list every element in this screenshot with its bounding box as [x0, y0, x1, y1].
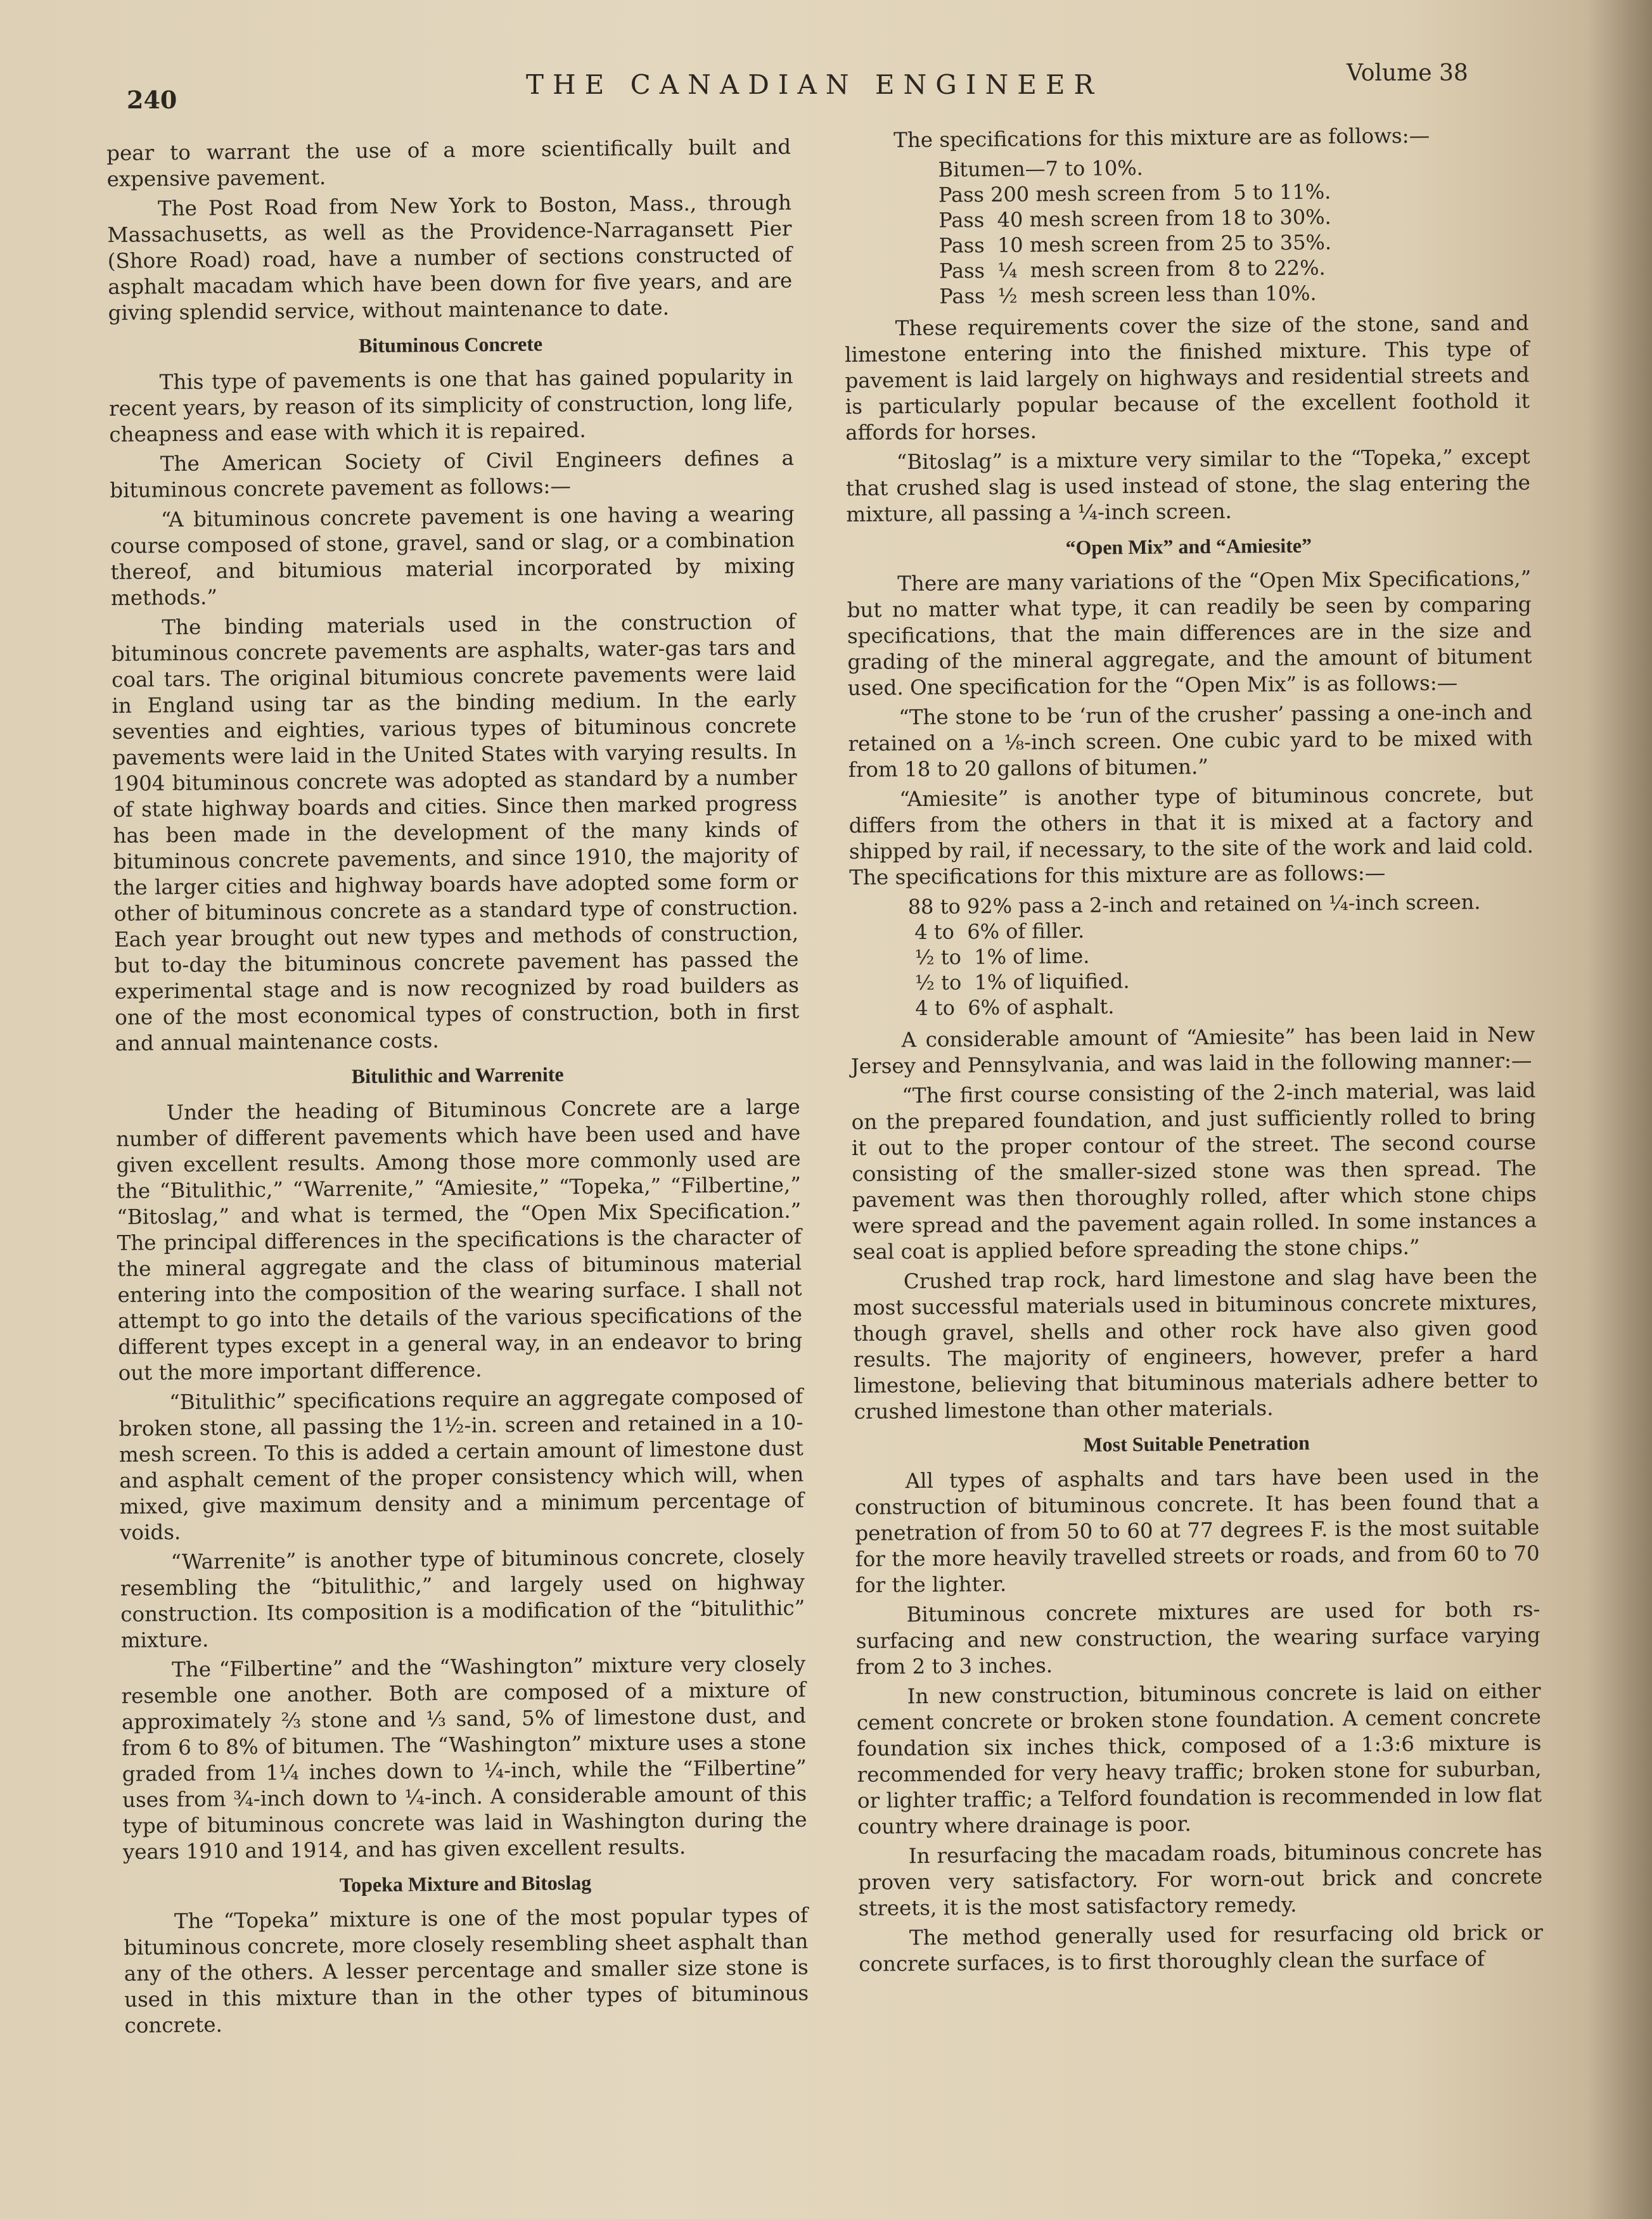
topeka-spec-list	[938, 152, 1528, 309]
paragraph: Under the heading of Bituminous Concrete are a large number of different pavements which have been used and have given excellent results. Among those more commonly used are the “Bitulithic,” “Warrenite,” “Amiesite,” “Topeka,” “Filbertine,” “Bitoslag,” and what is termed, the “Open Mix Specification.” The principal differences in the specifications is the character of the mineral aggregate and the class of bituminous material entering into the composition of the wearing surface. I shall not attempt to go into the details of the various specifications of the different types except in a general way, in an endeavor to bring out the more important difference.	[115, 1094, 803, 1385]
paragraph: The “Topeka” mixture is one of the most popular types of bituminous concrete, more closely resembling sheet asphalt than any of the others. A lesser percentage and smaller size stone is used in this mixture than in the other types of bituminous concrete.	[124, 1903, 809, 2038]
paragraph: The American Society of Civil Engineers defines a bituminous concrete pavement as follows:—	[110, 445, 795, 502]
paragraph: The “Filbertine” and the “Washington” mixture very closely resemble one another. Both are composed of a mixture of approximately ⅔ stone and ⅓ sand, 5% of limestone dust, and from 6 to 8% of bitumen. The “Washington” mixture uses a stone graded from 1¼ inches down to ¼-inch, while the “Filbertine” uses from ¾-inch down to ¼-inch. A considerable amount of this type of bituminous concrete was laid in Washington during the years 1910 and 1914, and has given excellent results.	[121, 1651, 807, 1864]
section-heading: “Open Mix” and “Amiesite”	[1065, 534, 1312, 559]
page-number: 240	[127, 86, 177, 114]
quotation: “The first course consisting of the 2-inch material, was laid on the prepared foundation, and just sufficiently rolled to bring it out to the proper contour of the street. The second course consisting of the smaller-sized stone was then spread. The pavement was then thoroughly rolled, after which stone chips were spread and the pavement again rolled. In some instances a seal coat is applied before spreading the stone chips.”	[851, 1078, 1537, 1264]
spec-line: Pass ¼ mesh screen from 8 to 22%.	[938, 255, 1326, 283]
spec-line: ½ to 1% of liquified.	[908, 969, 1130, 995]
paragraph: The Post Road from New York to Boston, Mass., through Massachusetts, as well as the Providence-Narragansett Pier (Shore Road) road, have a number of sections constructed of asphalt macadam which have been down for five years, and are giving splendid service, without maintenance to date.	[107, 190, 793, 325]
paragraph: The binding materials used in the construction of bituminous concrete pavements are asphalts, water-gas tars and coal tars. The original bitumious concrete pavements were laid in England using tar as the binding medium. In the early seventies and eighties, various types of bituminous concrete pavements were laid in the United States with varying results. In 1904 bituminous concrete was adopted as standard by a number of state highway boards and cities. Since then marked progress has been made in the development of the many kinds of bituminous concrete pavements, and since 1910, the majority of the larger cities and highway boards have adopted some form or other of bituminous concrete as a standard type of construction. Each year brought out new types and methods of construction, but to-day the bituminous concrete pavement has passed the experimental stage and is now recognized by road builders as one of the most economical types of construction, both in first and annual maintenance costs.	[111, 609, 800, 1056]
section-heading: Most Suitable Penetration	[1083, 1431, 1310, 1456]
spec-line: ½ to 1% of lime.	[908, 943, 1090, 970]
volume-label: Volume 38	[1347, 60, 1468, 86]
spec-line: Bitumen—7 to 10%.	[938, 155, 1143, 182]
paragraph: These requirements cover the size of the stone, sand and limestone entering into the finished mixture. This type of pavement is laid largely on highways and residential streets and is particularly popular because of the excellent foothold it affords for horses.	[844, 310, 1530, 445]
paragraph: A considerable amount of “Amiesite” has been laid in New Jersey and Pennsylvania, and was laid in the following manner:—	[850, 1022, 1535, 1078]
paragraph: “Warrenite” is another type of bituminous concrete, closely resembling the “bitulithic,” and largely used on highway construction. Its composition is a modification of the “bitulithic” mixture.	[120, 1544, 805, 1653]
spec-line: Pass 10 mesh screen from 25 to 35%.	[938, 230, 1332, 258]
quotation: “A bituminous concrete pavement is one having a wearing course composed of stone, gravel, sand or slag, or a combination thereof, and bitumious material incorporated by mixing methods.”	[110, 501, 795, 610]
left-column	[106, 134, 809, 2043]
spec-line: 4 to 6% of filler.	[907, 918, 1085, 945]
section-heading: Topeka Mixture and Bitoslag	[339, 1870, 592, 1896]
quotation: “The stone to be ‘run of the crusher’ passing a one-inch and retained on a ⅛-inch screen. One cubic yard to be mixed with from 18 to 20 gallons of bitumen.”	[848, 700, 1533, 782]
spec-line: Pass 40 mesh screen from 18 to 30%.	[938, 205, 1331, 233]
paragraph: There are many variations of the “Open Mix Specifications,” but no matter what type, it can readily be seen by comparing specifications, that the main differences are in the size and grading of the mineral aggregate, and the amount of bitument used. One specification for the “Open Mix” is as follows:—	[847, 566, 1532, 700]
amiesite-spec-list	[908, 889, 1535, 1021]
paragraph: In resurfacing the macadam roads, bituminous concrete has proven very satisfactory. For worn-out brick and concrete streets, it is the most satisfactory remedy.	[857, 1838, 1543, 1921]
paragraph: In new construction, bituminous concrete is laid on either cement concrete or broken stone foundation. A cement concrete foundation six inches thick, composed of a 1:3:6 mixture is recommended for very heavy traffic; broken stone for suburban, or lighter traffic; a Telford foundation is recommended in low flat country where drainage is poor.	[856, 1679, 1542, 1839]
page-header	[0, 60, 1652, 117]
paragraph: “Amiesite” is another type of bituminous concrete, but differs from the others in that it is mixed at a factory and shipped by rail, if necessary, to the site of the work and laid cold. The specifications for this mixture are as follows:—	[848, 781, 1534, 890]
paragraph: All types of asphalts and tars have been used in the construction of bituminous concrete. It has been found that a penetration of from 50 to 60 at 77 degrees F. is the most suitable for the more heavily travelled streets or roads, and from 60 to 70 for the lighter.	[854, 1463, 1540, 1597]
section-heading: Bitulithic and Warrenite	[351, 1063, 564, 1088]
paragraph: The method generally used for resurfacing old brick or concrete surfaces, is to first thoroughly clean the surface of	[859, 1920, 1544, 1976]
paragraph: pear to warrant the use of a more scientifically built and expensive pavement.	[106, 134, 791, 191]
paragraph: Bituminous concrete mixtures are used for both rs-surfacing and new construction, the wearing surface varying from 2 to 3 inches.	[855, 1597, 1540, 1679]
spec-line: 88 to 92% pass a 2-inch and retained on ¼-inch screen.	[907, 890, 1481, 919]
spec-line: Pass ½ mesh screen less than 10%.	[939, 281, 1317, 309]
spec-line: 4 to 6% of asphalt.	[908, 994, 1115, 1021]
paragraph: “Bitulithic” specifications require an aggregate composed of broken stone, all passing the 1½-in. screen and retained in a 10-mesh screen. To this is added a certain amount of limestone dust and asphalt cement of the proper consistency which will, when mixed, give maximum density and a minimum percentage of voids.	[118, 1384, 804, 1545]
right-column	[843, 122, 1543, 1981]
journal-title: THE CANADIAN ENGINEER	[526, 69, 1103, 100]
paragraph: This type of pavements is one that has gained popularity in recent years, by reason of its simplicity of construction, long life, cheapness and ease with which it is repaired.	[108, 364, 794, 447]
spec-line: Pass 200 mesh screen from 5 to 11%.	[938, 179, 1331, 207]
paragraph: The specifications for this mixture are as follows:—	[893, 123, 1430, 153]
section-heading: Bituminous Concrete	[358, 332, 543, 357]
paragraph: “Bitoslag” is a mixture very similar to the “Topeka,” except that crushed slag is used instead of stone, the slag entering the mixture, all passing a ¼-inch screen.	[845, 444, 1531, 527]
paragraph: Crushed trap rock, hard limestone and slag have been the most successful materials used in bituminous concrete mixtures, though gravel, shells and other rock have also given good results. The majority of engineers, however, prefer a hard limestone, believing that bituminous materials adhere better to crushed limestone than other materials.	[853, 1263, 1539, 1424]
